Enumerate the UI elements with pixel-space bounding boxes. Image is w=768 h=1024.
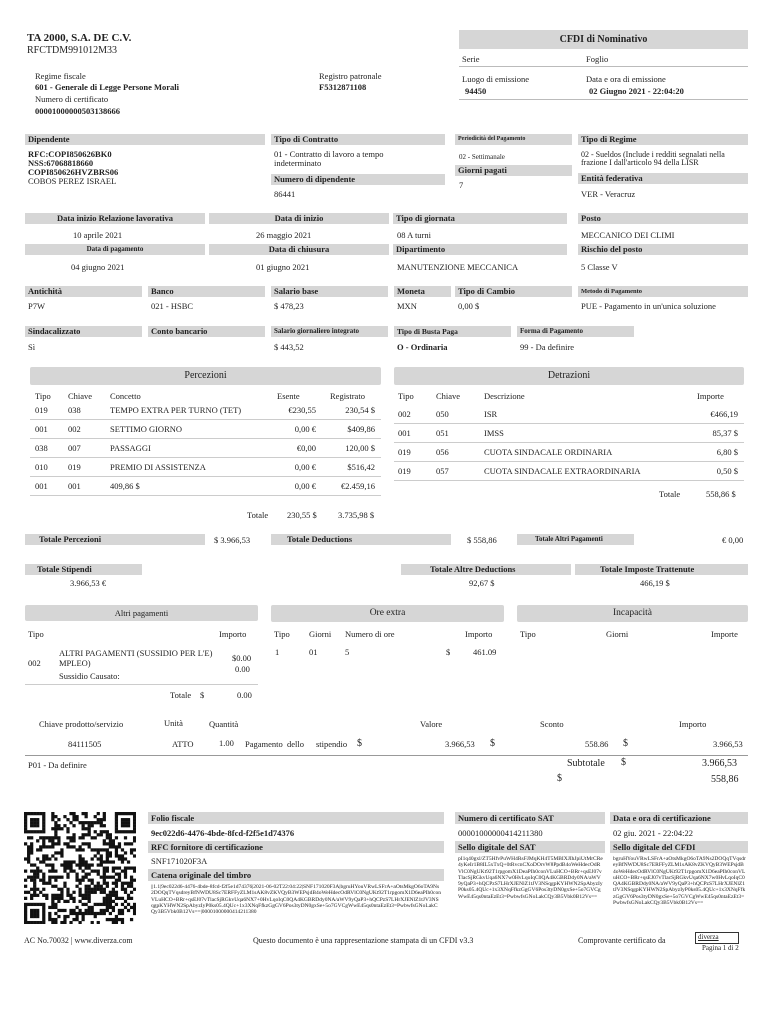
perc-col-concetto: Concetto — [110, 391, 141, 401]
subtotal-label: Subtotale — [567, 758, 605, 769]
concept-col-key: Chiave prodotto/servizio — [39, 719, 124, 729]
periodicity-header: Periodicità del Pagamento — [455, 134, 572, 145]
det-cell: 001 — [398, 428, 411, 438]
perc-cell: 010 — [35, 462, 48, 472]
employee-nss: NSS:67068818660 — [28, 158, 94, 168]
concept-imp-cur: $ — [623, 738, 628, 749]
employee-curp: COPI850626HVZBRS06 — [28, 167, 119, 177]
det-cell: 6,80 $ — [716, 447, 738, 457]
cfdi-seal-label: Sello digitale del CFDI — [610, 841, 748, 853]
sat-seal-value: pI1q40gxl/ZT5HfvPuWH4RsFJMqKH4T5MBIXJIhJpiUtMrCRe4yKeIr1B8IL5xTxQ+0tRvcnCXoDOrvW8PpdB4oWeHdecOdRVlC0NgUKt92T1rpgomX1DeaPIh0conVLuHCO+BRr+qsEJ07vTlacSjRGkvUqa6NX7w0HvLqoIqC0QA4KGBRDdy0NA/aWV9yQaP3+hQCPzS7LHrXJENlZ1tJV3NSqgpKYHWN2SpAbyzIyP0ks05.4QUc+1x3XNqFfkzGgGV6Pos3tyDN0gxSe+5o7GVCgWwE45qs0ntaEzEt3=PwbwfsGNoLakCQy3B5Vbk0B12Vs== — [458, 856, 603, 900]
altri-col-imp: Importo — [219, 629, 247, 639]
date-value: 02 Giugno 2021 - 22:04:20 — [589, 86, 684, 96]
periodicity-value: 02 - Settimanale — [459, 153, 505, 161]
concept-imp: 3.966,53 — [713, 739, 743, 749]
risk-value: 5 Classe V — [581, 262, 618, 272]
salary-value: $ 478,23 — [274, 301, 304, 311]
regime-label: Regime fiscale — [35, 71, 86, 81]
bank-value: 021 - HSBC — [151, 301, 194, 311]
perc-cell: 120,00 $ — [345, 443, 375, 453]
concept-col-val: Valore — [420, 719, 443, 729]
perc-cell: PREMIO DI ASSISTENZA — [110, 462, 206, 472]
concept-key: 84111505 — [68, 739, 102, 749]
perc-cell: 038 — [68, 405, 81, 415]
concept-val-cur: $ — [357, 738, 362, 749]
close-header: Data di chiusura — [209, 244, 389, 255]
concept-desc-3: stipendio — [316, 739, 348, 749]
serie-label: Serie — [462, 54, 480, 64]
bank-header: Banco — [148, 286, 265, 297]
folio-label: Folio fiscale — [148, 812, 444, 824]
start-rel-header: Data inizio Relazione lavorativa — [25, 213, 205, 224]
start-value: 26 maggio 2021 — [256, 230, 312, 240]
cert-date-label: Data e ora di certificazione — [610, 812, 748, 824]
ore-col-ore: Numero di ore — [345, 629, 395, 639]
det-cell: 0,50 $ — [716, 466, 738, 476]
det-cell: CUOTA SINDACALE EXTRAORDINARIA — [484, 466, 641, 476]
total-other-pay-label: Totale Altri Pagamenti — [517, 534, 634, 545]
altri-col-tipo: Tipo — [28, 629, 44, 639]
entity-value: VER - Veracruz — [581, 189, 636, 199]
ore-num: 5 — [345, 647, 350, 657]
perc-cell: 0,00 € — [294, 462, 316, 472]
days-header: Giorni pagati — [455, 165, 572, 176]
concept-unit: ATTO — [172, 739, 194, 749]
concept-col-disc: Sconto — [540, 719, 564, 729]
chain-label: Catena originale del timbro — [148, 869, 444, 881]
altri-total-label: Totale — [170, 690, 192, 700]
perc-total-label: Totale — [247, 510, 269, 520]
altri-total-value: 0.00 — [237, 690, 252, 700]
ore-col-imp: Importo — [465, 629, 493, 639]
regime-type-header: Tipo di Regime — [578, 134, 748, 145]
cert-label: Numero di certificato — [35, 94, 109, 104]
det-total-label: Totale — [659, 489, 681, 499]
sat-cert-value: 00001000000414211380 — [458, 828, 543, 838]
qr-code-icon — [24, 812, 136, 924]
contract-value: 01 - Contratto di lavoro a tempo indeterminato — [274, 149, 384, 168]
concept-disc-cur: $ — [490, 738, 495, 749]
det-col-descrizione: Descrizione — [484, 391, 525, 401]
perc-cell: 007 — [68, 443, 81, 453]
daily-value: $ 443,52 — [274, 342, 304, 352]
footer-page: Pagina 1 di 2 — [702, 944, 739, 952]
post-value: MECCANICO DEI CLIMI — [581, 230, 675, 240]
footer-ac: AC No.70032 | www.diverza.com — [24, 936, 133, 945]
total-ded-label: Totale Deductions — [271, 534, 451, 545]
entity-header: Entità federativa — [578, 173, 748, 184]
employer-reg-value: F5312871108 — [319, 82, 367, 92]
det-cell: 002 — [398, 409, 411, 419]
regime-value: 601 - Generale di Legge Persone Morali — [35, 82, 179, 92]
place-label: Luogo di emissione — [462, 74, 530, 84]
union-value: Sì — [28, 342, 36, 352]
risk-header: Rischio del posto — [578, 244, 748, 255]
concept-desc-2: dello — [287, 739, 304, 749]
perc-cell: SETTIMO GIORNO — [110, 424, 183, 434]
perc-cell: 230,54 $ — [345, 405, 375, 415]
footer-printed: Questo documento è una rappresentazione stampata di un CFDI v3.3 — [253, 936, 474, 945]
concept-col-imp: Importo — [679, 719, 707, 729]
concept-col-qty: Quantità — [209, 719, 239, 729]
perc-cell: 001 — [35, 481, 48, 491]
form-header: Forma di Pagamento — [517, 326, 634, 337]
total-stip-label: Totale Stipendi — [25, 564, 142, 575]
employee-rfc: RFC:COPI850626BK0 — [28, 149, 112, 159]
incap-col-tipo: Tipo — [520, 629, 536, 639]
concept-disc: 558.86 — [585, 739, 609, 749]
altri-tipo: 002 — [28, 658, 41, 668]
day-type-value: 08 A turni — [397, 230, 432, 240]
det-total-value: 558,86 $ — [706, 489, 736, 499]
emp-num-value: 86441 — [274, 189, 296, 199]
perc-col-registrato: Registrato — [330, 391, 365, 401]
det-cell: CUOTA SINDACALE ORDINARIA — [484, 447, 613, 457]
footer-certified: Comprovante certificato da — [578, 936, 666, 945]
contract-header: Tipo di Contratto — [271, 134, 445, 145]
perc-col-chiave: Chiave — [68, 391, 93, 401]
pay-date-value: 04 giugno 2021 — [71, 262, 125, 272]
subtotal-value: 3.966,53 — [702, 758, 737, 769]
pay-type-header: Tipo di Busta Paga — [394, 326, 511, 337]
payment-method: P01 - Da definire — [28, 760, 87, 770]
subtotal-cur: $ — [621, 757, 626, 768]
total-stip-value: 3.966,53 € — [70, 578, 107, 588]
perc-total-esente: 230,55 $ — [287, 510, 317, 520]
days-value: 7 — [459, 180, 464, 190]
det-col-importe: Importe — [697, 391, 724, 401]
union-header: Sindacalizzato — [25, 326, 142, 337]
total-tax-label: Totale Imposte Trattenute — [575, 564, 748, 575]
method-value: PUE - Pagamento in un'unica soluzione — [581, 301, 716, 311]
det-cell: 019 — [398, 466, 411, 476]
perc-col-esente: Esente — [277, 391, 300, 401]
seniority-value: P7W — [28, 301, 45, 311]
altri-title: Altri pagamenti — [25, 605, 258, 621]
concept-desc-1: Pagamento — [245, 739, 283, 749]
chain-value: ||1.1|9ec022d6-4476-4bde-8fcd-f2f5e1d74376|2021-06-02T22:04:22|SNF171020F3A|bgruHYouVRwLSFrA+aOtsMkgO6oTA9Ns2DOQqTVqsdreyBfNWDU8Sc7ERFFyZLM1sAK8vZKVQyB3WEPsjdB4oWeHdecOdRVlC0NgUKt92T1rpgomX1D6eaPIh0conVLuHCO+BRr+qsEJ07vTlacSjRGkvUqa6NX7+0HvLqoIqC0QA4KGBRDdy0NA/aWV9yQaP3+hQCPzS7LHrXJENlZ1tJV3NSqgpKYHWN2SpAbyzIyP0ks05.4QUc+1x3XNqFfkzGgGV6Pos3tyDN0gxSe+5o7GVCgWwE45qs0ntaEzEt3=PwbwfsGNoLakCQy3B5Vbk0B12Vs==|00001000000414211380 — [151, 884, 441, 916]
perc-col-tipo: Tipo — [35, 391, 51, 401]
start-header: Data di inizio — [209, 213, 389, 224]
perc-total-reg: 3.735,98 $ — [338, 510, 375, 520]
perc-cell: 001 — [35, 424, 48, 434]
perc-cell: 409,86 $ — [110, 481, 140, 491]
det-cell: ISR — [484, 409, 498, 419]
rfc-cert-label: RFC fornitore di certificazione — [148, 841, 444, 853]
close-value: 01 giugno 2021 — [256, 262, 310, 272]
regime-type-value: 02 - Sueldos (Include i redditi segnalati nella frazione I dall'articolo 94 della LISR — [581, 150, 725, 167]
issuer-rfc: RFCTDM991012M33 — [27, 45, 118, 56]
ore-cur: $ — [446, 647, 451, 657]
altri-sub: Sussidio Causato: — [59, 671, 120, 681]
rfc-cert-value: SNF171020F3A — [151, 856, 208, 866]
daily-header: Salario giornaliero integrato — [271, 326, 388, 337]
currency-header: Moneta — [394, 286, 451, 297]
total-tax-value: 466,19 $ — [640, 578, 670, 588]
perc-cell: 019 — [35, 405, 48, 415]
cert-value: 00001000000503138666 — [35, 106, 120, 116]
folio-value: 9ec022d6-4476-4bde-8fcd-f2f5e1d74376 — [151, 828, 295, 838]
det-cell: €466,19 — [710, 409, 738, 419]
place-value: 94450 — [465, 86, 487, 96]
employee-name: COBOS PEREZ ISRAEL — [28, 176, 117, 186]
ore-giorni: 01 — [309, 647, 318, 657]
dept-header: Dipartimento — [393, 244, 567, 255]
perc-cell: 019 — [68, 462, 81, 472]
altri-total-cur: $ — [200, 690, 205, 700]
cert-date-value: 02 giu. 2021 - 22:04:22 — [613, 828, 694, 838]
sat-cert-label: Numero di certificato SAT — [455, 812, 605, 824]
total-perc-value: $ 3.966,53 — [214, 535, 251, 545]
total-other-ded-label: Totale Altre Deductions — [401, 564, 571, 575]
perc-cell: €0,00 — [296, 443, 316, 453]
start-rel-value: 10 aprile 2021 — [73, 230, 123, 240]
det-cell: 050 — [436, 409, 449, 419]
altri-desc: ALTRI PAGAMENTI (SUSSIDIO PER L'E) MPLEO) — [59, 648, 213, 668]
det-col-tipo: Tipo — [398, 391, 414, 401]
concept-col-unit: Unità — [164, 718, 183, 728]
total-other-pay-value: € 0,00 — [722, 535, 744, 545]
det-cell: 019 — [398, 447, 411, 457]
perc-cell: $516,42 — [347, 462, 375, 472]
total-other-ded-value: 92,67 $ — [469, 578, 495, 588]
det-cell: IMSS — [484, 428, 504, 438]
salary-header: Salario base — [271, 286, 388, 297]
det-cell: 056 — [436, 447, 449, 457]
pay-date-header: Data di pagamento — [25, 244, 205, 255]
altri-imp1: $0.00 — [232, 653, 252, 663]
seniority-header: Antichità — [25, 286, 142, 297]
employee-header: Dipendente — [25, 134, 265, 145]
form-value: 99 - Da definire — [520, 342, 575, 352]
total-perc-label: Totale Percezioni — [25, 534, 205, 545]
post-header: Posto — [578, 213, 748, 224]
ore-tipo: 1 — [275, 647, 280, 657]
perc-cell: €230,55 — [288, 405, 316, 415]
perc-cell: PASSAGGI — [110, 443, 151, 453]
perc-cell: 038 — [35, 443, 48, 453]
foglio-label: Foglio — [586, 54, 609, 64]
account-header: Conto bancario — [148, 326, 265, 337]
currency-value: MXN — [397, 301, 417, 311]
pay-type-value: O - Ordinaria — [397, 342, 448, 352]
perc-cell: TEMPO EXTRA PER TURNO (TET) — [110, 405, 242, 415]
cfdi-title: CFDI di Nominativo — [459, 30, 748, 49]
discount-value: 558,86 — [711, 774, 739, 785]
incap-col-giorni: Giorni — [606, 629, 629, 639]
concept-val: 3.966,53 — [445, 739, 475, 749]
detrazioni-title: Detrazioni — [394, 367, 744, 385]
ore-col-tipo: Tipo — [274, 629, 290, 639]
issuer-name: TA 2000, S.A. DE C.V. — [27, 32, 132, 44]
perc-cell: $409,86 — [347, 424, 375, 434]
employer-reg-label: Registro patronale — [319, 71, 382, 81]
sat-seal-label: Sello digitale del SAT — [455, 841, 605, 853]
method-header: Metodo di Pagamento — [578, 286, 748, 297]
total-ded-value: $ 558,86 — [467, 535, 497, 545]
altri-imp2: 0.00 — [235, 664, 250, 674]
dept-value: MANUTENZIONE MECCANICA — [397, 262, 519, 272]
perc-cell: €2.459,16 — [341, 481, 375, 491]
incap-title: Incapacità — [517, 605, 748, 622]
diverza-logo: diverza — [695, 932, 739, 944]
emp-num-header: Numero di dipendente — [271, 174, 445, 185]
det-cell: 85,37 $ — [712, 428, 738, 438]
perc-cell: 002 — [68, 424, 81, 434]
exch-value: 0,00 $ — [458, 301, 480, 311]
perc-cell: 0,00 € — [294, 481, 316, 491]
det-cell: 051 — [436, 428, 449, 438]
concept-qty: 1.00 — [219, 738, 234, 748]
det-col-chiave: Chiave — [436, 391, 461, 401]
ore-imp: 461.09 — [473, 647, 497, 657]
percezioni-title: Percezioni — [30, 367, 381, 385]
ore-col-giorni: Giorni — [309, 629, 332, 639]
discount-cur: $ — [557, 773, 562, 784]
exch-header: Tipo di Cambio — [455, 286, 572, 297]
cfdi-seal-value: bgruHYouVRwLSFrA+aOtsMkgO6oTA9Ns2DOQqTVqsdreyBfNWDU8Sc7ERFFyZLM1sAK8vZKVQyB3WEPsjdB4oWeHdecOdRVlC0NgUKt92T1rpgomX1D6eaPIh0conVLuHCO+BRr+qsEJ07vTlacSjRGkvUqa6NX7w0HvLqoIqC0QA4KGBRDdy0NA/aWV9yQaP3+hQCPzS7LHrXJENlZ1tJV3NSqgpKYHWN2SpAbyzIyP0ks05.4QUc+1x3XNqFfkzGgGV6Pos3tyDN0gxSe+5o7GVCgWwE45qs0ntaEzEt3=PwbwfsGNoLakCQy3B5Vbk0B12Vs== — [613, 856, 746, 907]
day-type-header: Tipo di giornata — [393, 213, 567, 224]
date-label: Data e ora di emissione — [586, 74, 666, 84]
incap-col-imp: Importe — [711, 629, 738, 639]
perc-cell: 001 — [68, 481, 81, 491]
ore-title: Ore extra — [271, 605, 504, 622]
perc-cell: 0,00 € — [294, 424, 316, 434]
det-cell: 057 — [436, 466, 449, 476]
